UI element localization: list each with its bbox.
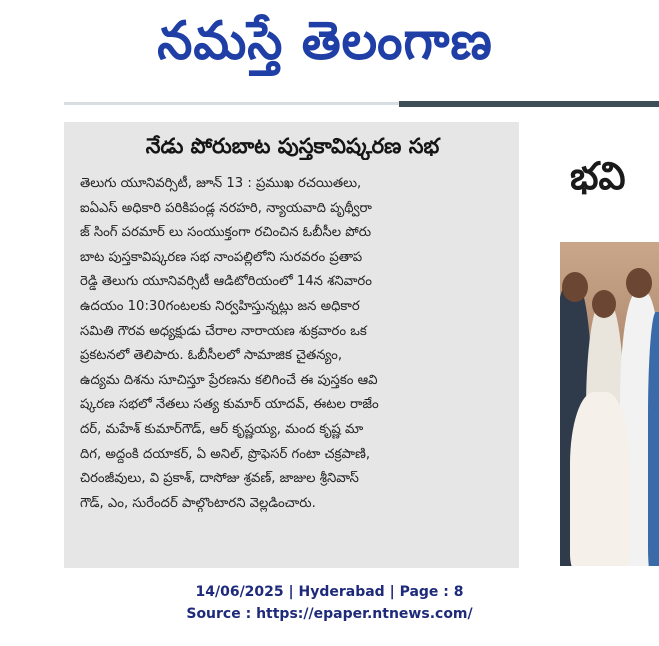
article-line: ఐఏఎస్ అధికారి పరికిపండ్ల నరహరి, న్యాయవాది పృథ్వీరా xyxy=(80,200,372,216)
article-line: ఉద్యమ దిశను సూచిస్తూ ప్రేరణను కలిగించే ఈ పుస్తకం ఆవి xyxy=(80,372,378,388)
article-line: దర్, మహేశ్ కుమార్‌గౌడ్, ఆర్ కృష్ణయ్య, మంద కృష్ణ మా xyxy=(80,421,364,437)
article-headline: నేడు పోరుబాట పుస్తకావిష్కరణ సభ xyxy=(145,134,440,158)
masthead-logo xyxy=(110,8,540,86)
article-line: దిగ, అద్దంకి దయాకర్, ఏ అనిల్, ప్రొఫెసర్ గంటా చక్రపాణి, xyxy=(80,446,371,462)
footer-source-line: Source : https://epaper.ntnews.com/ xyxy=(186,606,473,622)
photo-figure-head xyxy=(626,268,652,298)
masthead-title: నమస్తే తెలంగాణ xyxy=(157,9,493,71)
header-rule-light xyxy=(64,102,399,105)
photo-figure-head xyxy=(562,272,588,302)
article-clipping xyxy=(64,122,519,568)
adjacent-article-headline: భవి xyxy=(570,154,626,198)
article-line: ఉదయం 10:30గంటలకు నిర్వహిస్తున్నట్లు జన అధికార xyxy=(80,298,360,314)
photo-figure-head xyxy=(592,290,616,318)
article-line: ష్కరణ సభలో నేతలు సత్య కుమార్ యాదవ్, ఈటల రాజేం xyxy=(80,397,379,413)
article-line: చిరంజీవులు, వి ప్రకాశ్, దాసోజు శ్రవణ్, జాజుల శ్రీనివాస్ xyxy=(80,471,359,487)
article-line: జ్ సింగ్ పరమార్ లు సంయుక్తంగా రచించిన ఓబీసీల పోరు xyxy=(80,225,372,241)
article-body xyxy=(80,172,505,516)
article-line: బాట పుస్తకావిష్కరణ సభ నాంపల్లిలోని సురవరం ప్రతాప xyxy=(80,249,363,265)
article-line: గౌడ్, ఎం, సురేందర్ పాల్గొంటారని వెల్లడించారు. xyxy=(80,495,316,511)
photo-figure xyxy=(570,392,630,566)
article-line: తెలుగు యూనివర్సిటీ, జూన్ 13 : ప్రముఖ రచయితలు, xyxy=(80,176,362,191)
article-line: రెడ్డి తెలుగు యూనివర్సిటీ ఆడిటోరియంలో 14న శనివారం xyxy=(80,274,372,290)
adjacent-article-photo xyxy=(560,242,659,566)
article-line: సమితి గౌరవ అధ్యక్షుడు చేరాల నారాయణ శుక్రవారం ఒక xyxy=(80,323,367,339)
header-rule-dark xyxy=(399,101,659,107)
photo-figure xyxy=(648,312,659,566)
article-line: ప్రకటనలో తెలిపారు. ఓబీసీలలో సామాజిక చైతన్యం, xyxy=(80,348,343,364)
footer-date-line: 14/06/2025 | Hyderabad | Page : 8 xyxy=(195,584,464,600)
